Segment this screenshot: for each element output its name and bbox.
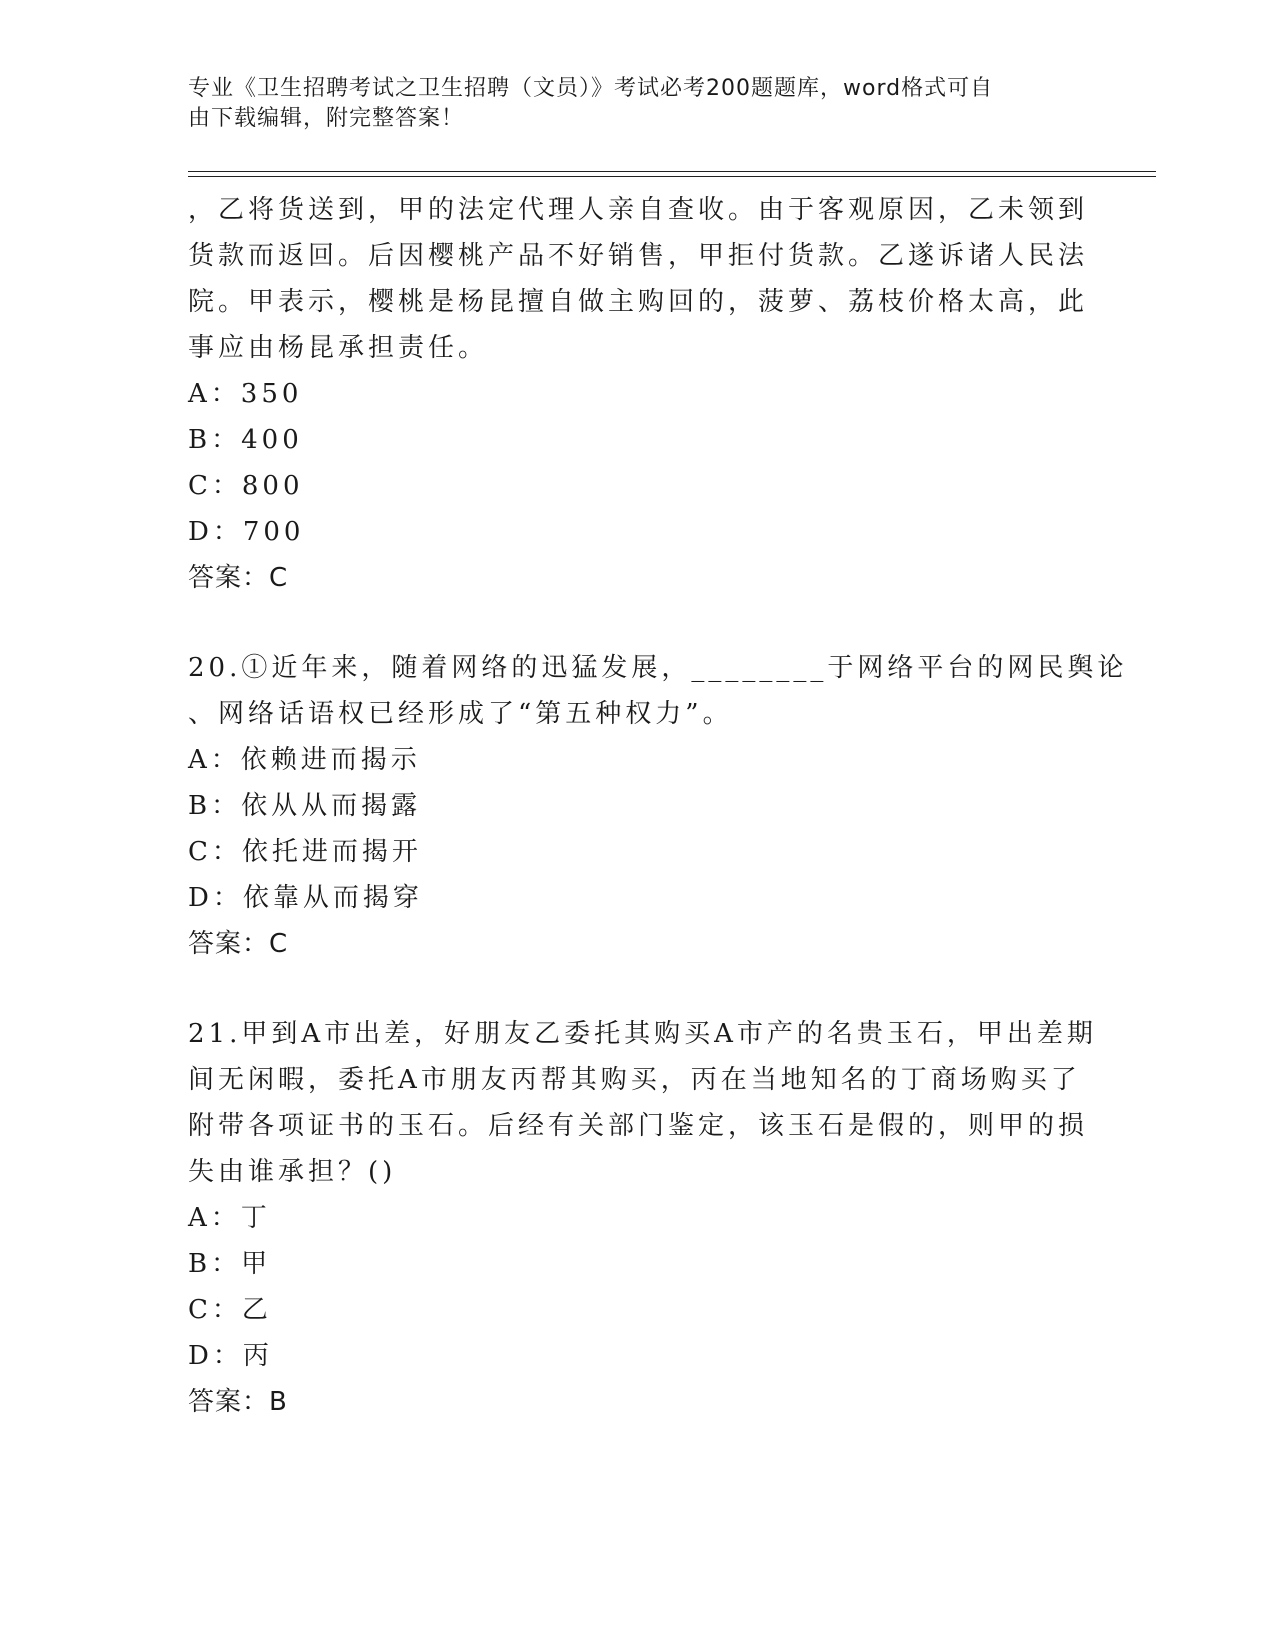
question-stem-line: ，乙将货送到，甲的法定代理人亲自查收。由于客观原因，乙未领到 (188, 195, 1089, 225)
question-spacer (188, 967, 1078, 1011)
title-line-2: 由下载编辑，附完整答案！ (188, 106, 465, 131)
option-b: B：依从从而揭露 (188, 791, 422, 821)
option-c: C：依托进而揭开 (188, 837, 422, 867)
answer-label: 答案：B (188, 1387, 288, 1417)
question-19 (188, 187, 1089, 601)
question-stem-line: 货款而返回。后因樱桃产品不好销售，甲拒付货款。乙遂诉诸人民法 (188, 241, 1089, 271)
option-d: D：700 (188, 517, 305, 547)
question-stem-line: 20.①近年来，随着网络的迅猛发展，________于网络平台的网民舆论 (188, 653, 1128, 683)
question-stem-line: 院。甲表示，樱桃是杨昆擅自做主购回的，菠萝、荔枝价格太高，此 (188, 287, 1089, 317)
header-rule-top (188, 171, 1156, 172)
title-line-1: 专业《卫生招聘考试之卫生招聘（文员）》考试必考200题题库，word格式可自 (188, 76, 994, 101)
option-a: A：依赖进而揭示 (188, 745, 421, 775)
option-a: A：丁 (188, 1203, 271, 1233)
answer-label: 答案：C (188, 929, 289, 959)
question-stem-line: 21.甲到A市出差，好朋友乙委托其购买A市产的名贵玉石，甲出差期 (188, 1019, 1097, 1049)
question-21 (188, 1011, 1097, 1425)
question-stem-line: 附带各项证书的玉石。后经有关部门鉴定，该玉石是假的，则甲的损 (188, 1111, 1089, 1141)
document-body (188, 187, 1128, 1425)
question-stem-line: 事应由杨昆承担责任。 (188, 333, 489, 363)
question-stem-line: 、网络话语权已经形成了“第五种权力”。 (188, 699, 733, 729)
question-stem-line: 间无闲暇，委托A市朋友丙帮其购买，丙在当地知名的丁商场购买了 (188, 1065, 1081, 1095)
option-b: B：甲 (188, 1249, 272, 1279)
option-c: C：乙 (188, 1295, 272, 1325)
option-d: D：依靠从而揭穿 (188, 883, 423, 913)
option-a: A：350 (188, 379, 303, 409)
document-title (188, 74, 1068, 134)
question-stem-line: 失由谁承担？() (188, 1157, 397, 1187)
option-b: B：400 (188, 425, 303, 455)
answer-label: 答案：C (188, 563, 289, 593)
question-20 (188, 645, 1128, 967)
question-spacer (188, 601, 1078, 645)
option-c: C：800 (188, 471, 304, 501)
header-rule-bottom (188, 176, 1156, 177)
option-d: D：丙 (188, 1341, 273, 1371)
